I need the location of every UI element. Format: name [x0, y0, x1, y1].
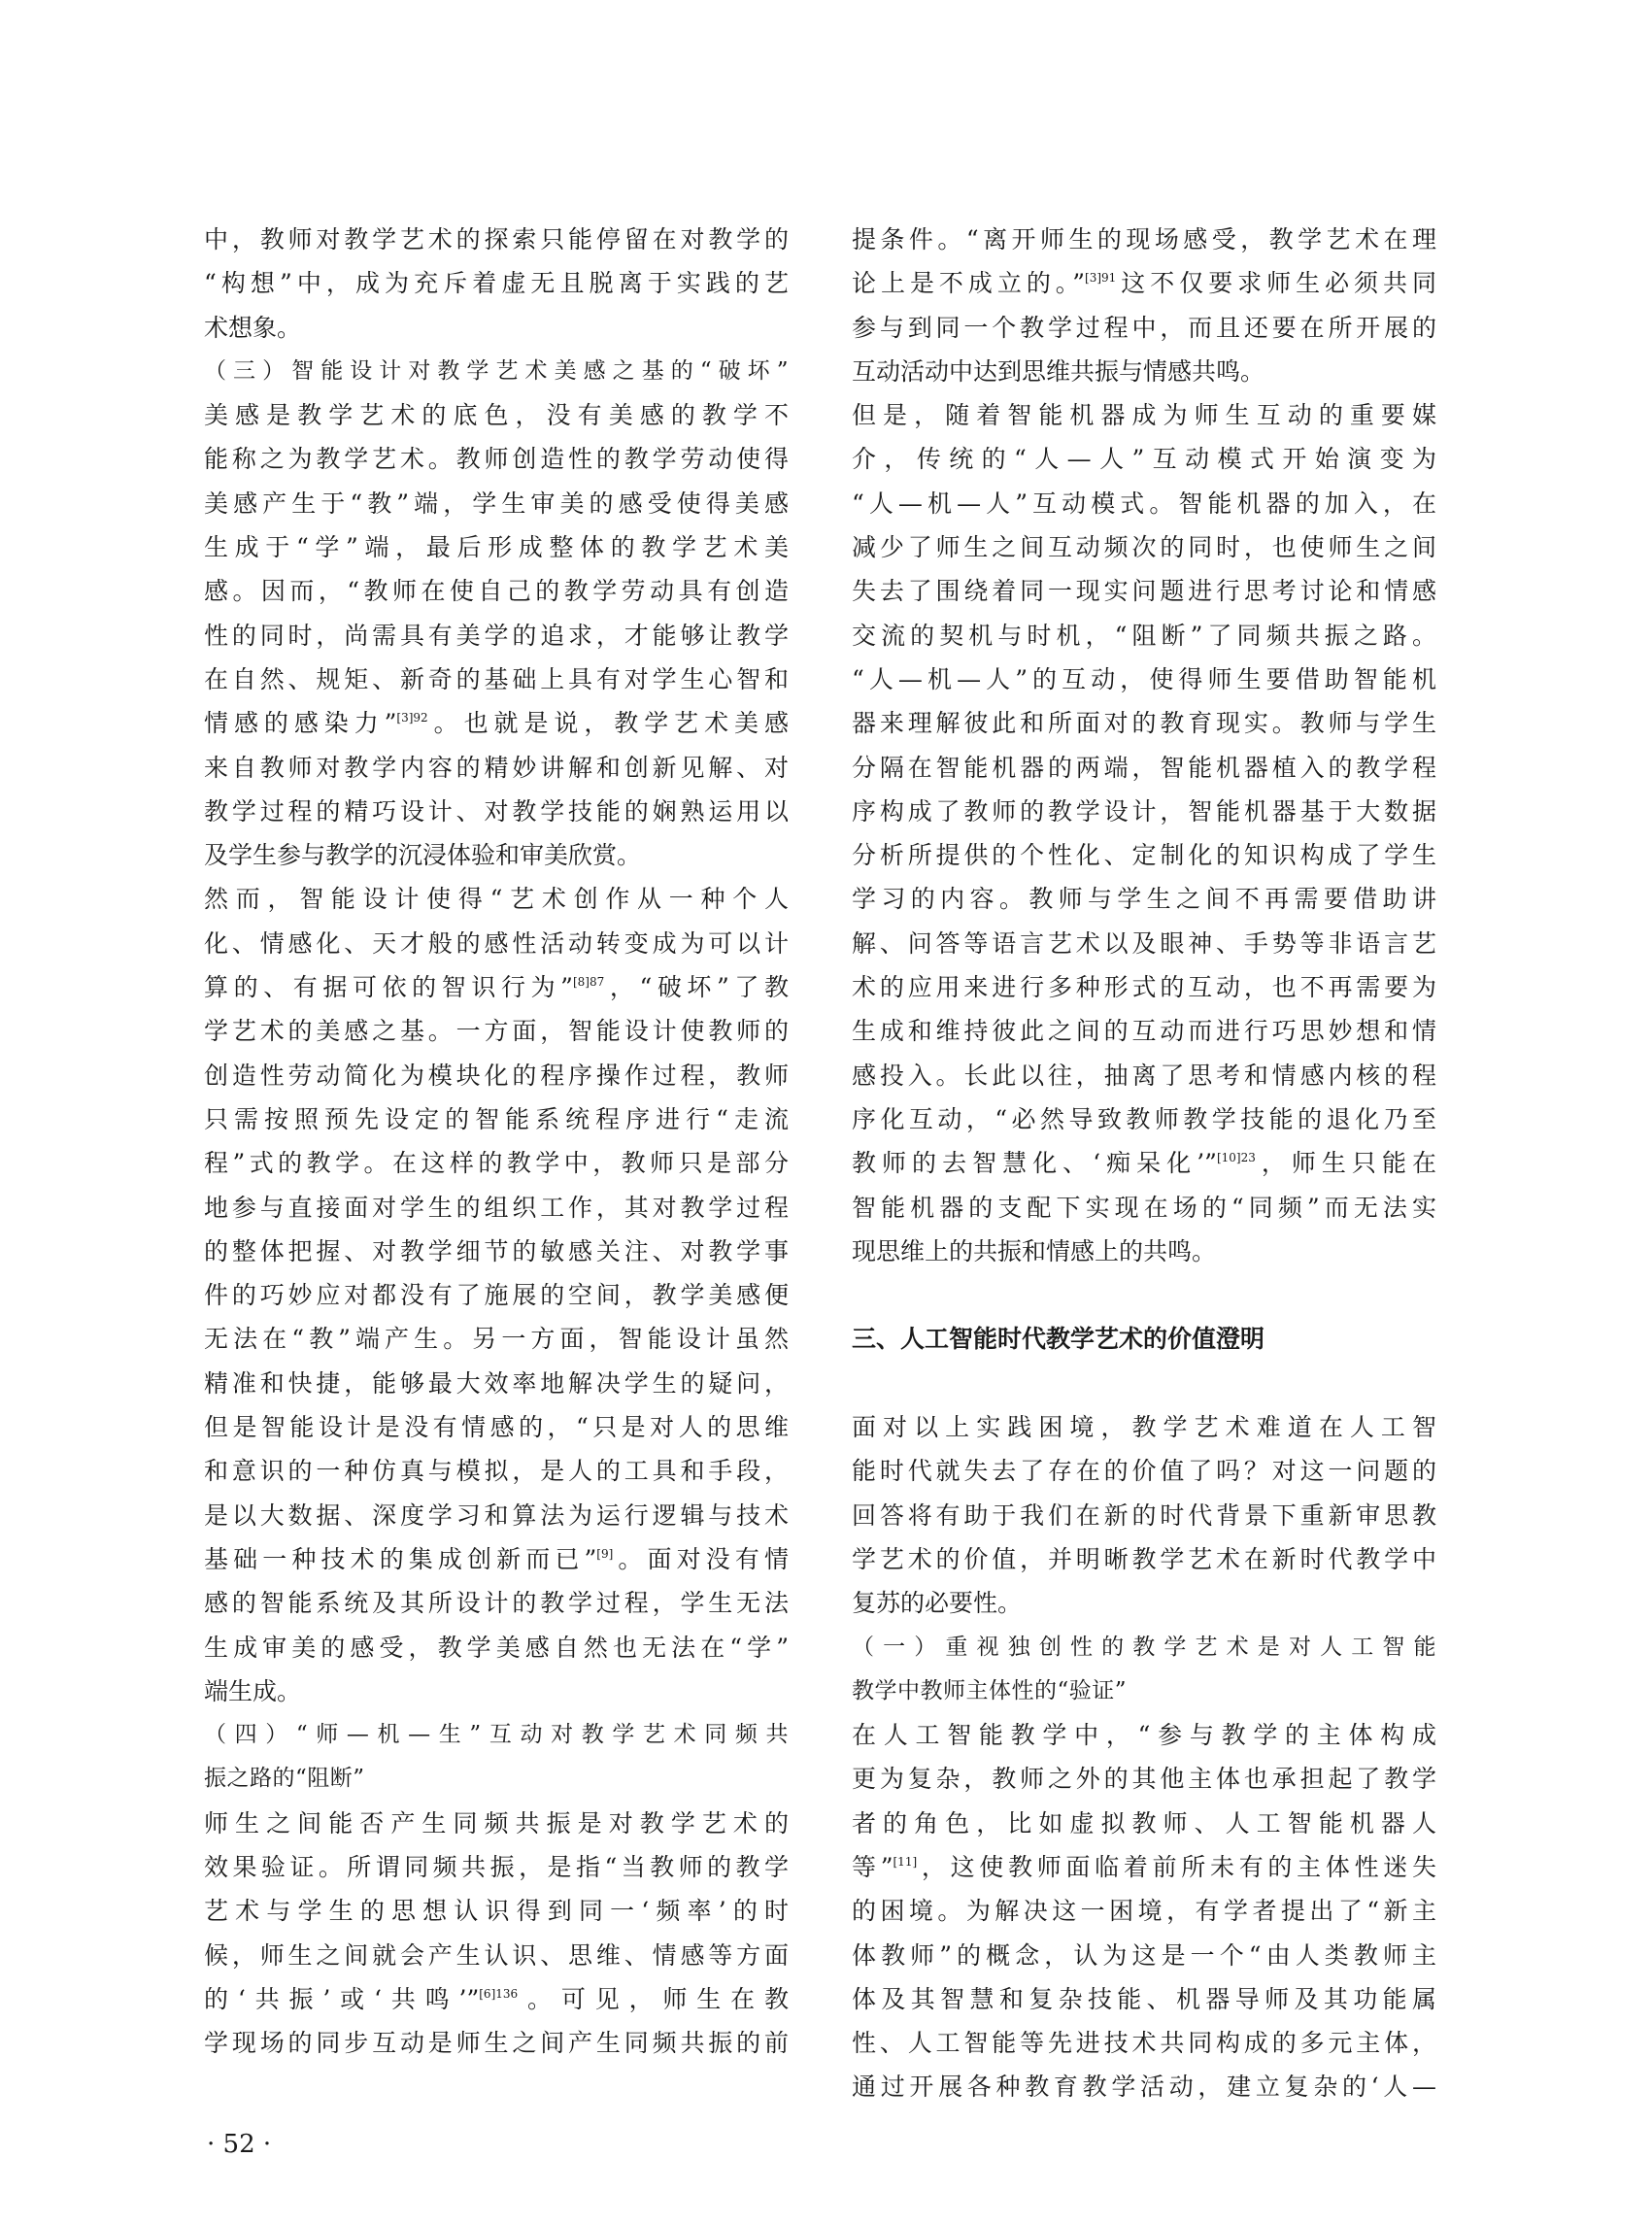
text-line	[852, 1802, 1436, 1845]
text-line	[204, 1802, 789, 1845]
left-column	[204, 218, 789, 2065]
text-line	[204, 393, 789, 437]
line-text: 在人工智能教学中，“参与教学的主体构成	[852, 1721, 1436, 1750]
line-text: 减少了师生之间互动频次的同时，也使师生之间	[852, 533, 1436, 562]
spacer	[852, 1273, 1436, 1317]
text-line	[852, 1977, 1436, 2021]
line-text: （一）重视独创性的教学艺术是对人工智能	[852, 1634, 1436, 1660]
line-text: 教学过程的精巧设计、对教学技能的娴熟运用以	[204, 796, 789, 826]
citation-superscript: [11]	[893, 1854, 918, 1869]
line-text: 能时代就失去了存在的价值了吗？对这一问题的	[852, 1457, 1436, 1486]
line-text: 术的应用来进行多种形式的互动，也不再需要为	[852, 973, 1436, 1002]
line-text: 失去了围绕着同一现实问题进行思考讨论和情感	[852, 577, 1436, 606]
line-text: 化、情感化、天才般的感性活动转变成为可以计	[204, 928, 789, 958]
text-line	[852, 1186, 1436, 1230]
line-text: 然而，智能设计使得“艺术创作从一种个人	[204, 885, 789, 914]
line-text: 解、问答等语言艺术以及眼神、手势等非语言艺	[852, 928, 1436, 958]
text-line	[852, 1757, 1436, 1801]
text-line	[852, 1405, 1436, 1449]
text-line	[204, 1669, 789, 1713]
line-text: 参与到同一个教学过程中，而且还要在所开展的	[852, 313, 1436, 342]
line-text: 通过开展各种教育教学活动，建立复杂的‘人—	[852, 2073, 1436, 2102]
text-line	[204, 1977, 789, 2021]
text-line	[852, 833, 1436, 877]
text-line	[204, 437, 789, 481]
text-line	[204, 1362, 789, 1405]
text-line	[204, 1054, 789, 1097]
right-column	[852, 218, 1436, 2109]
citation-superscript: [8]87	[572, 975, 605, 990]
line-text: 情感的感染力”	[204, 709, 397, 738]
text-line	[852, 1054, 1436, 1097]
line-text: 体教师”的概念，认为这是一个“由人类教师主	[852, 1940, 1436, 1970]
text-line	[852, 1449, 1436, 1493]
text-line	[852, 1889, 1436, 1933]
line-text: 创造性劳动简化为模块化的程序操作过程，教师	[204, 1061, 789, 1090]
line-text: 生成于“学”端，最后形成整体的教学艺术美	[204, 533, 789, 562]
line-text: 感。因而，“教师在使自己的教学劳动具有创造	[204, 577, 789, 606]
text-line	[204, 701, 789, 745]
subsection-heading-line	[204, 1757, 789, 1801]
line-text: 性、人工智能等先进技术共同构成的多元主体，	[852, 2029, 1436, 2058]
text-line	[852, 393, 1436, 437]
line-text: “构想”中，成为充斥着虚无且脱离于实践的艺	[204, 269, 789, 298]
citation-superscript: [6]136	[479, 1986, 519, 2001]
line-text: （三）智能设计对教学艺术美感之基的“破坏”	[204, 357, 789, 384]
text-line	[204, 877, 789, 921]
text-line	[204, 790, 789, 833]
line-text: 序化互动，“必然导致教师教学技能的退化乃至	[852, 1104, 1436, 1133]
line-text-continued: ，“破坏”了教	[604, 973, 789, 1002]
line-text: 来自教师对教学内容的精妙讲解和创新见解、对	[204, 753, 789, 782]
line-text: 互动活动中达到思维共振与情感共鸣。	[852, 356, 1265, 386]
line-text: 论上是不成立的。”	[852, 269, 1086, 298]
line-text: 复苏的必要性。	[852, 1589, 1023, 1618]
line-text: 分析所提供的个性化、定制化的知识构成了学生	[852, 841, 1436, 870]
citation-superscript: [9]	[596, 1546, 614, 1561]
text-line	[852, 1141, 1436, 1185]
line-text: 效果验证。所谓同频共振，是指“当教师的教学	[204, 1852, 789, 1881]
text-line	[204, 1581, 789, 1625]
text-line	[852, 437, 1436, 481]
line-text: 三、人工智能时代教学艺术的价值澄明	[852, 1325, 1265, 1354]
spacer	[852, 1362, 1436, 1405]
text-line	[204, 261, 789, 305]
line-text: 程”式的教学。在这样的教学中，教师只是部分	[204, 1149, 789, 1178]
text-line	[204, 306, 789, 350]
text-line	[852, 1713, 1436, 1757]
text-line	[204, 1845, 789, 1889]
subsection-heading-line	[852, 1669, 1436, 1713]
line-text: 件的巧妙应对都没有了施展的空间，教学美感便	[204, 1281, 789, 1310]
text-line	[852, 1934, 1436, 1977]
text-line	[852, 306, 1436, 350]
line-text: 振之路的“阻断”	[204, 1766, 365, 1792]
subsection-heading-line	[204, 1713, 789, 1757]
line-text: 算的、有据可依的智识行为”	[204, 973, 573, 1002]
text-line	[852, 1537, 1436, 1581]
text-line	[852, 1845, 1436, 1889]
line-text: 感投入。长此以往，抽离了思考和情感内核的程	[852, 1061, 1436, 1090]
line-text: 术想象。	[204, 313, 302, 342]
citation-superscript: [10]23	[1216, 1151, 1256, 1165]
line-text: 中，教师对教学艺术的探索只能停留在对教学的	[204, 225, 789, 253]
text-line	[204, 1537, 789, 1581]
text-line	[204, 746, 789, 790]
line-text: 分隔在智能机器的两端，智能机器植入的教学程	[852, 753, 1436, 782]
line-text-continued: ，师生只能在	[1255, 1149, 1436, 1178]
line-text: 地参与直接面对学生的组织工作，其对教学过程	[204, 1193, 789, 1222]
line-text: 但是，随着智能机器成为师生互动的重要媒	[852, 401, 1436, 430]
text-line	[852, 877, 1436, 921]
text-line	[852, 569, 1436, 613]
text-line	[204, 657, 789, 701]
section-heading	[852, 1317, 1436, 1361]
text-line	[204, 482, 789, 525]
line-text: 学艺术的价值，并明晰教学艺术在新时代教学中	[852, 1544, 1436, 1573]
line-text: 器来理解彼此和所面对的教育现实。教师与学生	[852, 709, 1436, 738]
line-text: 介，传统的“人—人”互动模式开始演变为	[852, 445, 1436, 474]
text-line	[204, 1889, 789, 1933]
line-text: 体及其智慧和复杂技能、机器导师及其功能属	[852, 1984, 1436, 2013]
subsection-heading-line	[204, 350, 789, 393]
text-line	[852, 614, 1436, 657]
line-text: “人—机—人”的互动，使得师生要借助智能机	[852, 664, 1436, 693]
text-line	[852, 1097, 1436, 1141]
line-text: 生成和维持彼此之间的互动而进行巧思妙想和情	[852, 1017, 1436, 1046]
text-line	[204, 1934, 789, 1977]
text-line	[204, 1141, 789, 1185]
line-text: 基础一种技术的集成创新而已”	[204, 1544, 597, 1573]
line-text: 者的角色，比如虚拟教师、人工智能机器人	[852, 1808, 1436, 1837]
line-text: 但是智能设计是没有情感的，“只是对人的思维	[204, 1413, 789, 1442]
text-line	[204, 1186, 789, 1230]
text-line	[852, 965, 1436, 1009]
text-line	[852, 2065, 1436, 2108]
line-text: 学现场的同步互动是师生之间产生同频共振的前	[204, 2029, 789, 2058]
line-text: 教师的去智慧化、‘痴呆化’”	[852, 1149, 1217, 1178]
text-line	[852, 218, 1436, 261]
line-text: 端生成。	[204, 1676, 302, 1705]
text-line	[204, 1449, 789, 1493]
page-number: · 52 ·	[207, 2130, 272, 2159]
line-text: 和意识的一种仿真与模拟，是人的工具和手段，	[204, 1457, 789, 1486]
line-text: 在自然、规矩、新奇的基础上具有对学生心智和	[204, 664, 789, 693]
text-line	[852, 2021, 1436, 2065]
line-text: 师生之间能否产生同频共振是对教学艺术的	[204, 1808, 789, 1837]
text-line	[204, 614, 789, 657]
text-line	[852, 350, 1436, 393]
text-line	[852, 1581, 1436, 1625]
line-text: 等”	[852, 1852, 893, 1881]
line-text: （四）“师—机—生”互动对教学艺术同频共	[204, 1722, 789, 1748]
text-line	[852, 1494, 1436, 1537]
text-line	[852, 261, 1436, 305]
text-line	[204, 922, 789, 965]
text-line	[204, 1405, 789, 1449]
line-text-continued: 。面对没有情	[613, 1544, 789, 1573]
line-text: 回答将有助于我们在新的时代背景下重新审思教	[852, 1500, 1436, 1530]
text-line	[852, 657, 1436, 701]
line-text: 面对以上实践困境，教学艺术难道在人工智	[852, 1413, 1436, 1442]
line-text: 的‘共振’或‘共鸣’”	[204, 1984, 480, 2013]
citation-superscript: [3]91	[1085, 271, 1117, 286]
text-line	[204, 965, 789, 1009]
text-line	[852, 790, 1436, 833]
line-text: 学习的内容。教师与学生之间不再需要借助讲	[852, 885, 1436, 914]
line-text: 提条件。“离开师生的现场感受，教学艺术在理	[852, 225, 1436, 253]
line-text: 感的智能系统及其所设计的教学过程，学生无法	[204, 1589, 789, 1618]
line-text: “人—机—人”互动模式。智能机器的加入，在	[852, 489, 1436, 518]
line-text: 交流的契机与时机，“阻断”了同频共振之路。	[852, 621, 1436, 650]
text-line	[204, 1097, 789, 1141]
line-text-continued: ，这使教师面临着前所未有的主体性迷失	[917, 1852, 1436, 1881]
text-line	[852, 746, 1436, 790]
line-text: 现思维上的共振和情感上的共鸣。	[852, 1236, 1217, 1265]
line-text: 及学生参与教学的沉浸体验和审美欣赏。	[204, 841, 642, 870]
line-text: 的整体把握、对教学细节的敏感关注、对教学事	[204, 1236, 789, 1265]
text-line	[852, 701, 1436, 745]
line-text: 智能机器的支配下实现在场的“同频”而无法实	[852, 1193, 1436, 1222]
line-text: 候，师生之间就会产生认识、思维、情感等方面	[204, 1940, 789, 1970]
text-line	[204, 1009, 789, 1053]
line-text: 性的同时，尚需具有美学的追求，才能够让教学	[204, 621, 789, 650]
line-text-continued: 。也就是说，教学艺术美感	[427, 709, 789, 738]
text-line	[204, 1273, 789, 1317]
line-text: 更为复杂，教师之外的其他主体也承担起了教学	[852, 1765, 1436, 1794]
line-text-continued: 。可见，师生在教	[518, 1984, 789, 2013]
text-line	[204, 1494, 789, 1537]
line-text: 是以大数据、深度学习和算法为运行逻辑与技术	[204, 1500, 789, 1530]
citation-superscript: [3]92	[396, 711, 428, 725]
text-line	[852, 1230, 1436, 1273]
subsection-heading-line	[852, 1626, 1436, 1669]
line-text: 艺术与学生的思想认识得到同一‘频率’的时	[204, 1897, 789, 1926]
text-line	[852, 525, 1436, 569]
line-text: 的困境。为解决这一困境，有学者提出了“新主	[852, 1897, 1436, 1926]
text-line	[204, 833, 789, 877]
text-line	[204, 1317, 789, 1361]
text-line	[204, 525, 789, 569]
text-line	[204, 569, 789, 613]
line-text: 美感是教学艺术的底色，没有美感的教学不	[204, 401, 789, 430]
line-text: 学艺术的美感之基。一方面，智能设计使教师的	[204, 1017, 789, 1046]
text-line	[852, 482, 1436, 525]
text-line	[852, 1009, 1436, 1053]
line-text: 精准和快捷，能够最大效率地解决学生的疑问，	[204, 1368, 789, 1398]
text-line	[852, 922, 1436, 965]
line-text: 只需按照预先设定的智能系统程序进行“走流	[204, 1104, 789, 1133]
line-text: 美感产生于“教”端，学生审美的感受使得美感	[204, 489, 789, 518]
text-line	[204, 1230, 789, 1273]
line-text: 教学中教师主体性的“验证”	[852, 1677, 1128, 1703]
line-text: 能称之为教学艺术。教师创造性的教学劳动使得	[204, 445, 789, 474]
line-text-continued: 这不仅要求师生必须共同	[1116, 269, 1436, 298]
text-line	[204, 218, 789, 261]
text-line	[204, 1626, 789, 1669]
line-text: 生成审美的感受，教学美感自然也无法在“学”	[204, 1633, 789, 1662]
line-text: 无法在“教”端产生。另一方面，智能设计虽然	[204, 1325, 789, 1354]
text-line	[204, 2021, 789, 2065]
line-text: 序构成了教师的教学设计，智能机器基于大数据	[852, 796, 1436, 826]
